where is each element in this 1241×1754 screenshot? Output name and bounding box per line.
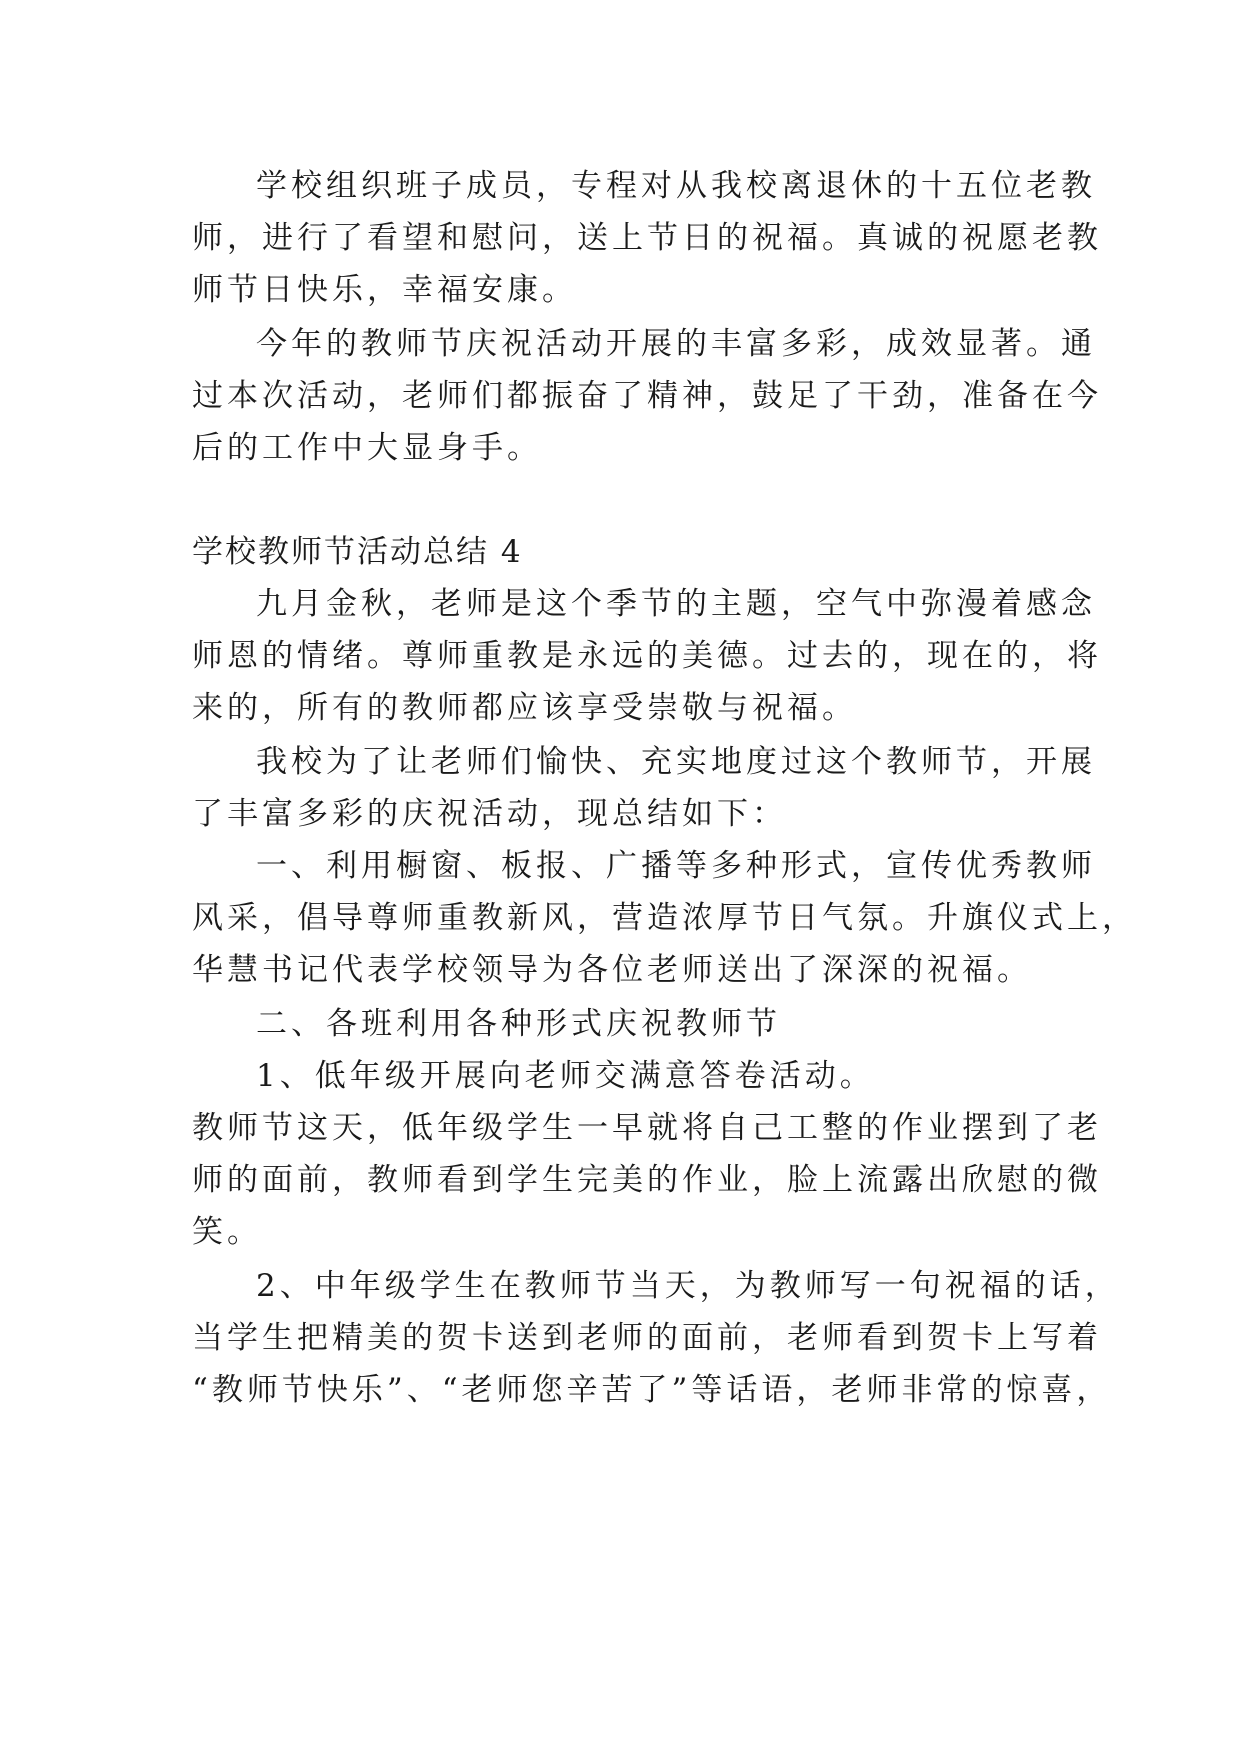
- paragraph-9-line-3: “教师节快乐”、“老师您辛苦了”等话语，老师非常的惊喜，: [192, 1372, 1112, 1408]
- paragraph-3-line-2: 师恩的情绪。尊师重教是永远的美德。过去的，现在的，将: [192, 638, 1102, 674]
- paragraph-8-line-3: 笑。: [192, 1214, 262, 1250]
- section-heading: 学校教师节活动总结 4: [192, 534, 523, 570]
- paragraph-5-line-2: 风采，倡导尊师重教新风，营造浓厚节日气氛。升旗仪式上，: [192, 900, 1137, 936]
- paragraph-4-line-1: 我校为了让老师们愉快、充实地度过这个教师节，开展: [256, 744, 1096, 780]
- paragraph-2-line-2: 过本次活动，老师们都振奋了精神，鼓足了干劲，准备在今: [192, 378, 1102, 414]
- paragraph-5-line-1: 一、利用橱窗、板报、广播等多种形式，宣传优秀教师: [256, 848, 1096, 884]
- paragraph-7-line-1: 1、低年级开展向老师交满意答卷活动。: [256, 1058, 875, 1094]
- paragraph-9-line-2: 当学生把精美的贺卡送到老师的面前，老师看到贺卡上写着: [192, 1320, 1102, 1356]
- paragraph-4-line-2: 了丰富多彩的庆祝活动，现总结如下：: [192, 796, 787, 832]
- paragraph-2-line-1: 今年的教师节庆祝活动开展的丰富多彩，成效显著。通: [256, 326, 1096, 362]
- paragraph-1-line-1: 学校组织班子成员，专程对从我校离退休的十五位老教: [256, 168, 1096, 204]
- paragraph-3-line-3: 来的，所有的教师都应该享受崇敬与祝福。: [192, 690, 857, 726]
- paragraph-3-line-1: 九月金秋，老师是这个季节的主题，空气中弥漫着感念: [256, 586, 1096, 622]
- paragraph-1-line-2: 师，进行了看望和慰问，送上节日的祝福。真诚的祝愿老教: [192, 220, 1102, 256]
- paragraph-1-line-3: 师节日快乐，幸福安康。: [192, 272, 577, 308]
- paragraph-6-line-1: 二、各班利用各种形式庆祝教师节: [256, 1006, 781, 1042]
- paragraph-8-line-1: 教师节这天，低年级学生一早就将自己工整的作业摆到了老: [192, 1110, 1102, 1146]
- paragraph-2-line-3: 后的工作中大显身手。: [192, 430, 542, 466]
- paragraph-9-line-1: 2、中年级学生在教师节当天，为教师写一句祝福的话，: [256, 1268, 1120, 1304]
- paragraph-5-line-3: 华慧书记代表学校领导为各位老师送出了深深的祝福。: [192, 952, 1032, 988]
- paragraph-8-line-2: 师的面前，教师看到学生完美的作业，脸上流露出欣慰的微: [192, 1162, 1102, 1198]
